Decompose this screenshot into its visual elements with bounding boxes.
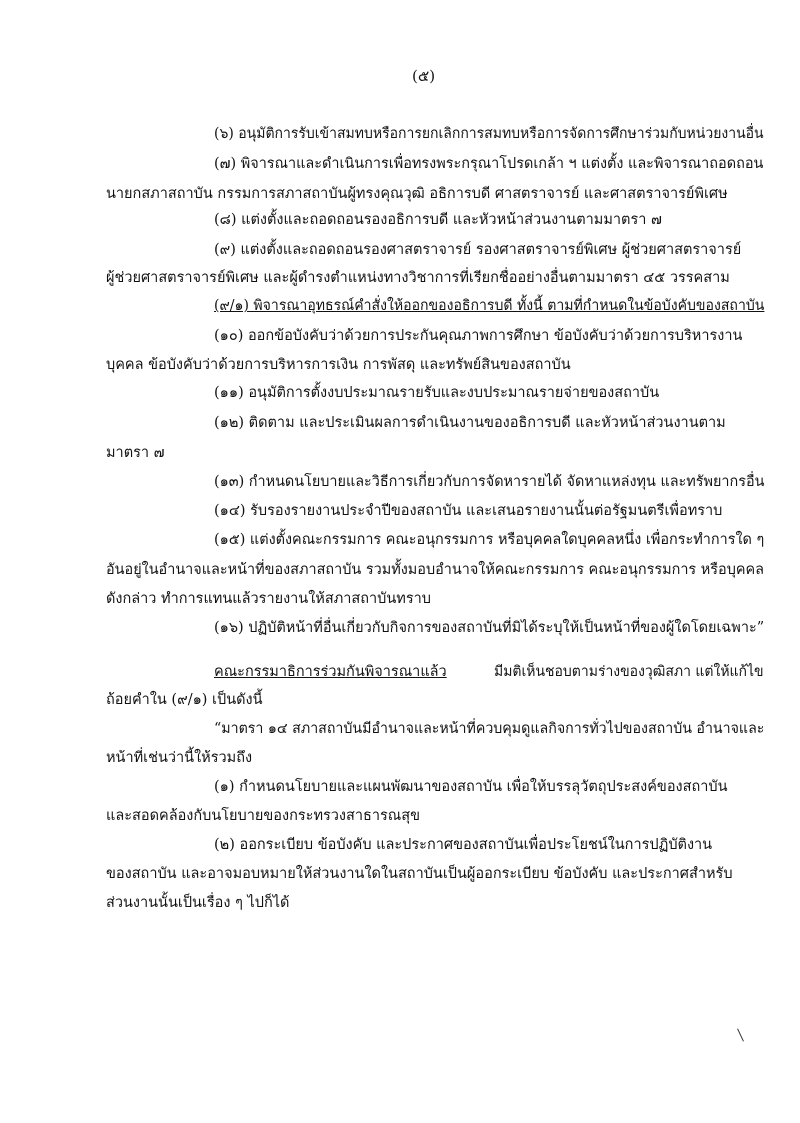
section-14-intro-cont: หน้าที่เช่นว่านี้ให้รวมถึง: [106, 750, 253, 766]
item-7-cont: นายกสภาสถาบัน กรรมการสภาสถาบันผู้ทรงคุณวุฒิ อธิการบดี ศาสตราจารย์ และศาสตราจารย์พิเศษ: [106, 186, 728, 202]
item-12-cont: มาตรา ๗: [106, 445, 165, 461]
item-14: (๑๔) รับรองรายงานประจำปีของสถาบัน และเสนอรายงานนั้นต่อรัฐมนตรีเพื่อทราบ: [214, 503, 723, 519]
item-10-cont: บุคคล ข้อบังคับว่าด้วยการบริหารการเงิน การพัสดุ และทรัพย์สินของสถาบัน: [106, 357, 571, 373]
item-8: (๘) แต่งตั้งและถอดถอนรองอธิการบดี และหัวหน้าส่วนงานตามมาตรา ๗: [214, 212, 662, 228]
item-15-cont-1: อันอยู่ในอำนาจและหน้าที่ของสภาสถาบัน รวมทั้งมอบอำนาจให้คณะกรรมการ คณะอนุกรรมการ หรือบุคคล: [106, 562, 765, 578]
item-10: (๑๐) ออกข้อบังคับว่าด้วยการประกันคุณภาพการศึกษา ข้อบังคับว่าด้วยการบริหารงาน: [214, 328, 743, 344]
item-9: (๙) แต่งตั้งและถอดถอนรองศาสตราจารย์ รองศาสตราจารย์พิเศษ ผู้ช่วยศาสตราจารย์: [214, 242, 742, 258]
section-14-item-1: (๑) กำหนดนโยบายและแผนพัฒนาของสถาบัน เพื่อให้บรรลุวัตถุประสงค์ของสถาบัน: [214, 779, 728, 795]
item-11: (๑๑) อนุมัติการตั้งงบประมาณรายรับและงบประมาณรายจ่ายของสถาบัน: [214, 385, 660, 401]
section-14-intro: “มาตรา ๑๔ สภาสถาบันมีอำนาจและหน้าที่ควบคุมดูแลกิจการทั่วไปของสถาบัน อำนาจและ: [214, 721, 765, 737]
committee-heading: คณะกรรมาธิการร่วมกันพิจารณาแล้ว: [214, 664, 447, 680]
section-14-item-1-cont: และสอดคล้องกับนโยบายของกระทรวงสาธารณสุข: [106, 808, 421, 824]
section-14-item-2-cont-1: ของสถาบัน และอาจมอบหมายให้ส่วนงานใดในสถาบันเป็นผู้ออกระเบียบ ข้อบังคับ และประกาศสำหรับ: [106, 866, 733, 882]
section-14-item-2: (๒) ออกระเบียบ ข้อบังคับ และประกาศของสถาบันเพื่อประโยชน์ในการปฏิบัติงาน: [214, 837, 713, 853]
page-number: (๕): [412, 67, 436, 85]
item-9-1: (๙/๑) พิจารณาอุทธรณ์คำสั่งให้ออกของอธิการบดี ทั้งนี้ ตามที่กำหนดในข้อบังคับของสถาบัน: [214, 298, 765, 314]
stray-mark: [737, 1028, 744, 1041]
section-14-item-2-cont-2: ส่วนงานนั้นเป็นเรื่อง ๆ ไปก็ได้: [106, 895, 290, 911]
item-6: (๖) อนุมัติการรับเข้าสมทบหรือการยกเลิกการสมทบหรือการจัดการศึกษาร่วมกับหน่วยงานอื่น: [214, 126, 764, 142]
committee-resolution-cont: ถ้อยคำใน (๙/๑) เป็นดังนี้: [106, 692, 263, 708]
committee-resolution: มีมติเห็นชอบตามร่างของวุฒิสภา แต่ให้แก้ไข: [494, 664, 764, 680]
item-15: (๑๕) แต่งตั้งคณะกรรมการ คณะอนุกรรมการ หรือบุคคลใดบุคคลหนึ่ง เพื่อกระทำการใด ๆ: [214, 532, 765, 548]
item-13: (๑๓) กำหนดนโยบายและวิธีการเกี่ยวกับการจัดหารายได้ จัดหาแหล่งทุน และทรัพยากรอื่น: [214, 474, 765, 490]
item-9-cont: ผู้ช่วยศาสตราจารย์พิเศษ และผู้ดำรงตำแหน่งทางวิชาการที่เรียกชื่ออย่างอื่นตามมาตรา ๔๕ วรรคสาม: [106, 270, 730, 286]
item-16: (๑๖) ปฏิบัติหน้าที่อื่นเกี่ยวกับกิจการของสถาบันที่มิได้ระบุให้เป็นหน้าที่ของผู้ใดโดยเฉพาะ”: [214, 620, 765, 636]
item-7: (๗) พิจารณาและดำเนินการเพื่อทรงพระกรุณาโปรดเกล้า ฯ แต่งตั้ง และพิจารณาถอดถอน: [214, 156, 764, 172]
item-12: (๑๒) ติดตาม และประเมินผลการดำเนินงานของอธิการบดี และหัวหน้าส่วนงานตาม: [214, 415, 726, 431]
item-15-cont-2: ดังกล่าว ทำการแทนแล้วรายงานให้สภาสถาบันทราบ: [106, 591, 431, 607]
